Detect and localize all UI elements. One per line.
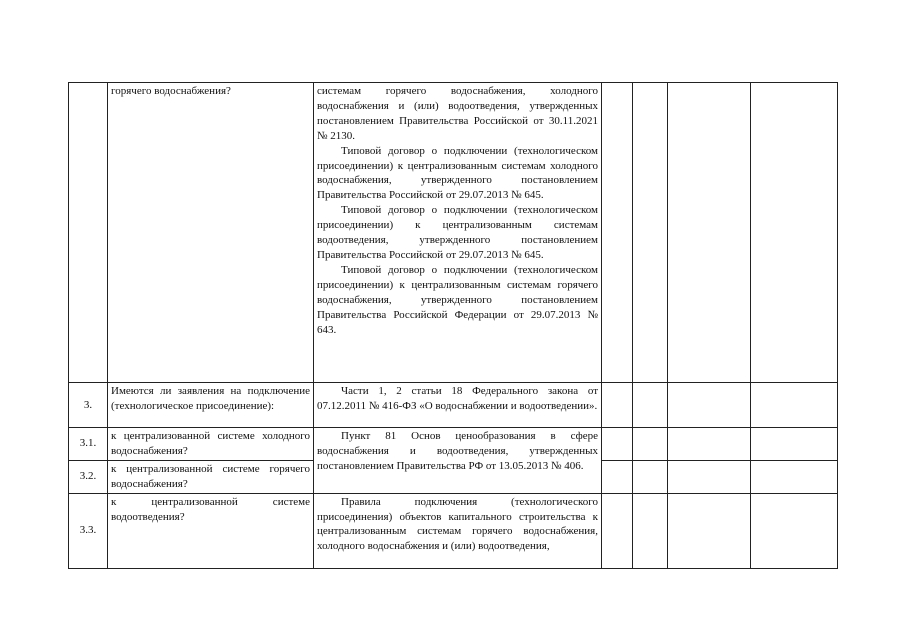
empty-cell bbox=[633, 428, 668, 461]
empty-cell bbox=[668, 428, 751, 461]
table-row bbox=[69, 383, 838, 428]
checklist-table bbox=[68, 82, 838, 569]
basis-paragraph: Правила подключения (технологического присоединения) объектов капитального строительства к централизованным системам горячего водоснабжения, холодного водоснабжения и (или) водоотведения, bbox=[317, 495, 598, 553]
basis-cell bbox=[314, 428, 602, 494]
empty-cell bbox=[633, 383, 668, 428]
question-cell: к централизованной системе холодного водоснабжения? bbox=[108, 428, 314, 461]
empty-cell bbox=[751, 493, 838, 568]
question-cell: к централизованной системе водоотведения? bbox=[108, 493, 314, 568]
empty-cell bbox=[668, 493, 751, 568]
basis-paragraph: системам горячего водоснабжения, холодного водоснабжения и (или) водоотведения, утвержденных постановлением Правительства Российской от 30.11.2021 № 2130. bbox=[317, 85, 598, 142]
basis-cell bbox=[314, 493, 602, 568]
empty-cell bbox=[602, 493, 633, 568]
basis-cell bbox=[314, 383, 602, 428]
empty-cell bbox=[633, 460, 668, 493]
row-number: 3.2. bbox=[69, 460, 108, 493]
question-cell: к централизованной системе горячего водоснабжения? bbox=[108, 460, 314, 493]
empty-cell bbox=[668, 383, 751, 428]
empty-cell bbox=[602, 83, 633, 383]
table-row bbox=[69, 493, 838, 568]
basis-paragraph: Типовой договор о подключении (технологическом присоединении) к централизованным системам горячего водоснабжения, утвержденного постановлением Правительства Российской Федерации от 29.07.2013 № 643. bbox=[317, 263, 598, 336]
empty-cell bbox=[602, 383, 633, 428]
empty-cell bbox=[602, 460, 633, 493]
basis-cell bbox=[314, 83, 602, 383]
question-cell: горячего водоснабжения? bbox=[108, 83, 314, 383]
row-number bbox=[69, 83, 108, 383]
empty-cell bbox=[633, 83, 668, 383]
empty-cell bbox=[751, 460, 838, 493]
basis-paragraph: Типовой договор о подключении (технологическом присоединении) к централизованным системам холодного водоснабжения, утвержденного постановлением Правительства Российской от 29.07.2013 № 645. bbox=[317, 144, 598, 202]
row-number: 3. bbox=[69, 383, 108, 428]
table-row bbox=[69, 428, 838, 461]
empty-cell bbox=[751, 383, 838, 428]
empty-cell bbox=[668, 460, 751, 493]
question-cell: Имеются ли заявления на подключение (технологическое присоединение): bbox=[108, 383, 314, 428]
empty-cell bbox=[751, 83, 838, 383]
empty-cell bbox=[633, 493, 668, 568]
basis-paragraph: Типовой договор о подключении (технологическом присоединении) к централизованным системам водоотведения, утвержденного постановлением Правительства Российской от 29.07.2013 № 645. bbox=[317, 204, 598, 261]
table-row bbox=[69, 83, 838, 383]
empty-cell bbox=[602, 428, 633, 461]
empty-cell bbox=[668, 83, 751, 383]
row-number: 3.1. bbox=[69, 428, 108, 461]
empty-cell bbox=[751, 428, 838, 461]
basis-paragraph: Пункт 81 Основ ценообразования в сфере водоснабжения и водоотведения, утвержденных постановлением Правительства РФ от 13.05.2013 № 406. bbox=[317, 430, 598, 472]
basis-paragraph: Части 1, 2 статьи 18 Федерального закона от 07.12.2011 № 416-ФЗ «О водоснабжении и водоотведении». bbox=[317, 385, 598, 412]
row-number: 3.3. bbox=[69, 493, 108, 568]
